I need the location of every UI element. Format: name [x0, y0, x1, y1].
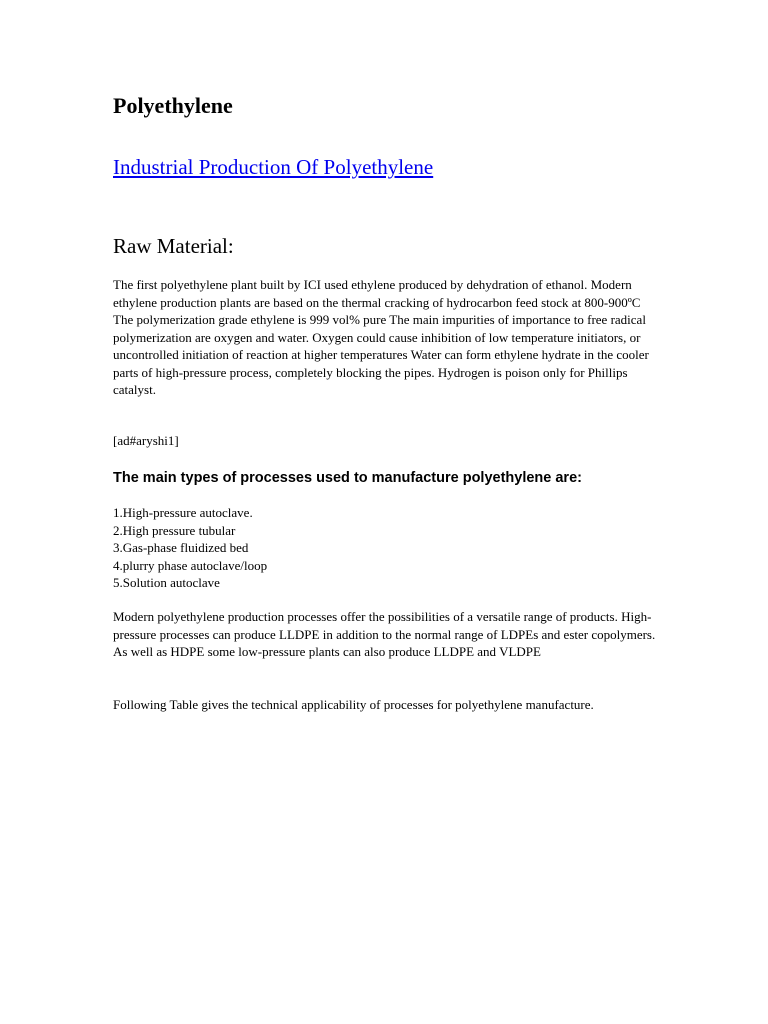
production-processes-paragraph: Modern polyethylene production processes offer the possibilities of a versatile range of products. High-pressure processes can produce LLDPE in addition to the normal range of LDPEs and ester copolymers. As well as HDPE some low-pressure plants can also produce LLDPE and VLDPE — [113, 609, 656, 659]
ad-placeholder-tag: [ad#aryshi1] — [113, 433, 179, 448]
list-item: 1.High-pressure autoclave. — [113, 505, 253, 520]
list-item: 5.Solution autoclave — [113, 575, 220, 590]
process-types-heading: The main types of processes used to manufacture polyethylene are: — [113, 470, 582, 486]
article-link-heading — [113, 153, 433, 181]
list-item: 3.Gas-phase fluidized bed — [113, 540, 249, 555]
table-intro-paragraph: Following Table gives the technical applicability of processes for polyethylene manufacture. — [113, 697, 594, 712]
raw-material-paragraph: The first polyethylene plant built by ICI used ethylene produced by dehydration of ethanol. Modern ethylene production plants are based on the thermal cracking of hydrocarbon feed stock at 800-900ºC The polymerization grade ethylene is 999 vol% pure The main impurities of importance to free radical polymerization are oxygen and water. Oxygen could cause inhibition of low temperature initiators, or uncontrolled initiation of reaction at higher temperatures Water can form ethylene hydrate in the cooler parts of high-pressure process, completely blocking the pipes. Hydrogen is poison only for Phillips catalyst. — [113, 277, 649, 397]
industrial-production-link[interactable]: Industrial Production Of Polyethylene — [113, 155, 434, 179]
process-list — [113, 504, 267, 592]
page-title: Polyethylene — [113, 93, 233, 118]
list-item: 2.High pressure tubular — [113, 522, 236, 538]
list-item: 4.plurry phase autoclave/loop — [113, 557, 268, 573]
raw-material-heading: Raw Material: — [113, 234, 234, 258]
